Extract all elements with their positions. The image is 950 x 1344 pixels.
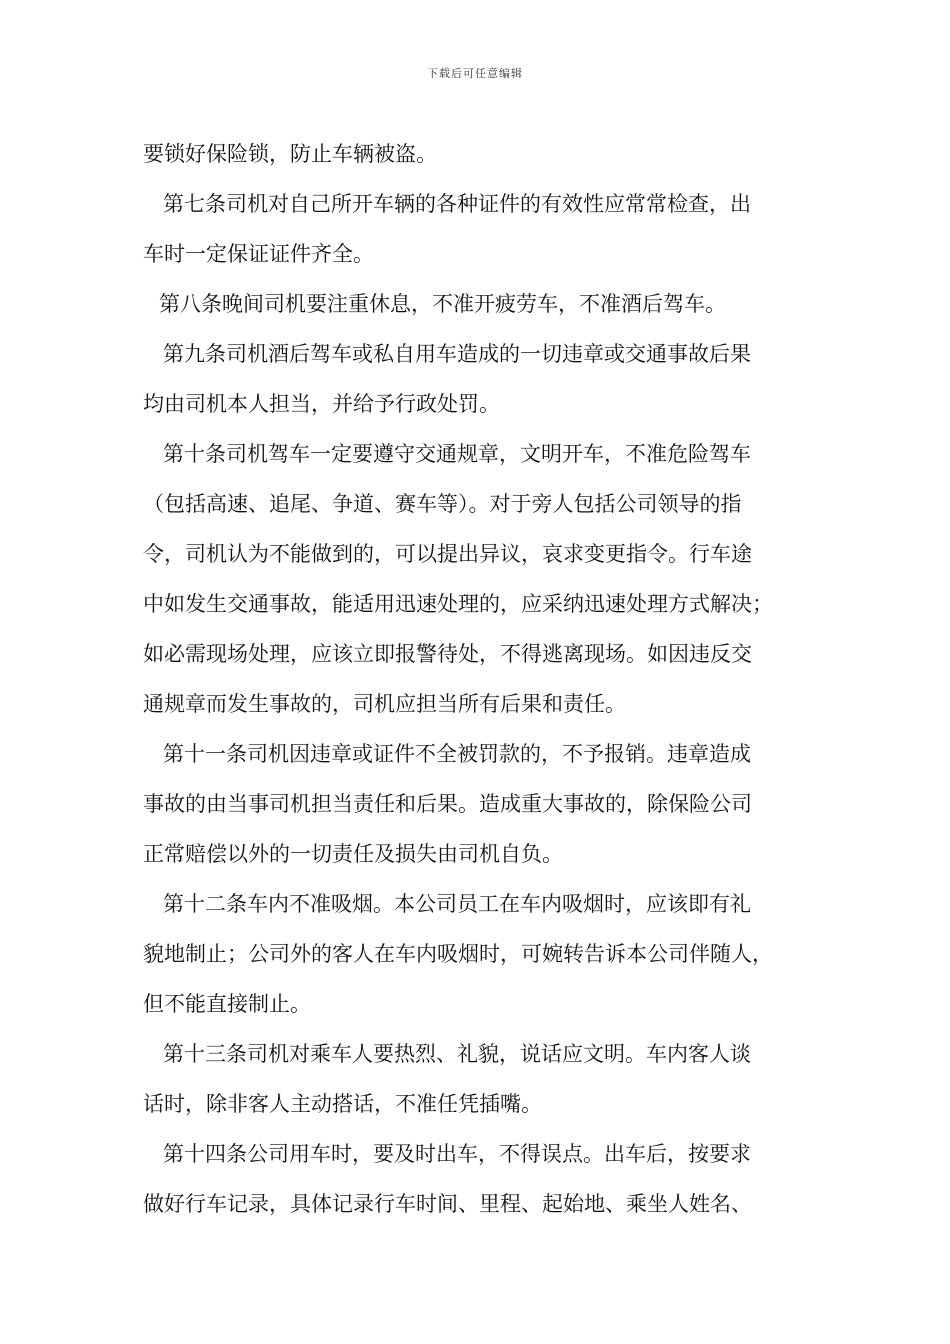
paragraph-article-13	[143, 1029, 811, 1129]
paragraph-line: 事故的由当事司机担当责任和后果。造成重大事故的，除保险公司	[143, 792, 752, 816]
paragraph-line: 第十一条司机因违章或证件不全被罚款的，不予报销。违章造成	[163, 742, 751, 766]
paragraph-line: 第九条司机酒后驾车或私自用车造成的一切违章或交通事故后果	[163, 342, 751, 366]
paragraph-line: 均由司机本人担当，并给予行政处罚。	[143, 392, 500, 416]
paragraph-line: 第十二条车内不准吸烟。本公司员工在车内吸烟时，应该即有礼	[163, 892, 751, 916]
paragraph-line: 中如发生交通事故，能适用迅速处理的，应采纳迅速处理方式解决；	[143, 592, 773, 616]
paragraph-article-8	[143, 279, 811, 329]
paragraph-article-14	[143, 1129, 811, 1229]
paragraph-line: 话时，除非客人主动搭话，不准任凭插嘴。	[143, 1092, 542, 1116]
paragraph-line: 第十三条司机对乘车人要热烈、礼貌，说话应文明。车内客人谈	[163, 1042, 751, 1066]
document-body	[143, 129, 811, 1229]
paragraph-line: （包括高速、追尾、争道、赛车等）。对于旁人包括公司领导的指	[143, 492, 742, 516]
paragraph-article-11	[143, 729, 811, 879]
paragraph-line: 第十四条公司用车时，要及时出车，不得误点。出车后，按要求	[163, 1142, 751, 1166]
paragraph-article-10	[143, 429, 811, 729]
page-header: 下载后可任意编辑	[427, 67, 523, 80]
paragraph-article-12	[143, 879, 811, 1029]
paragraph-line: 如必需现场处理，应该立即报警待处，不得逃离现场。如因违反交	[143, 642, 752, 666]
paragraph-line: 正常赔偿以外的一切责任及损失由司机自负。	[143, 842, 563, 866]
paragraph-1	[143, 129, 811, 179]
paragraph-article-9	[143, 329, 811, 429]
paragraph-article-7	[143, 179, 811, 279]
paragraph-line: 要锁好保险锁，防止车辆被盗。	[143, 142, 437, 166]
paragraph-line: 但不能直接制止。	[143, 992, 311, 1016]
paragraph-line: 第八条晚间司机要注重休息，不准开疲劳车，不准酒后驾车。	[159, 292, 726, 316]
paragraph-line: 貌地制止；公司外的客人在车内吸烟时，可婉转告诉本公司伴随人，	[143, 942, 773, 966]
paragraph-line: 车时一定保证证件齐全。	[143, 242, 374, 266]
paragraph-line: 令，司机认为不能做到的，可以提出异议，哀求变更指令。行车途	[143, 542, 752, 566]
paragraph-line: 做好行车记录，具体记录行车时间、里程、起始地、乘坐人姓名、	[143, 1192, 752, 1216]
paragraph-line: 第十条司机驾车一定要遵守交通规章，文明开车，不准危险驾车	[163, 442, 751, 466]
paragraph-line: 第七条司机对自己所开车辆的各种证件的有效性应常常检查，出	[163, 192, 751, 216]
paragraph-line: 通规章而发生事故的，司机应担当所有后果和责任。	[143, 692, 626, 716]
